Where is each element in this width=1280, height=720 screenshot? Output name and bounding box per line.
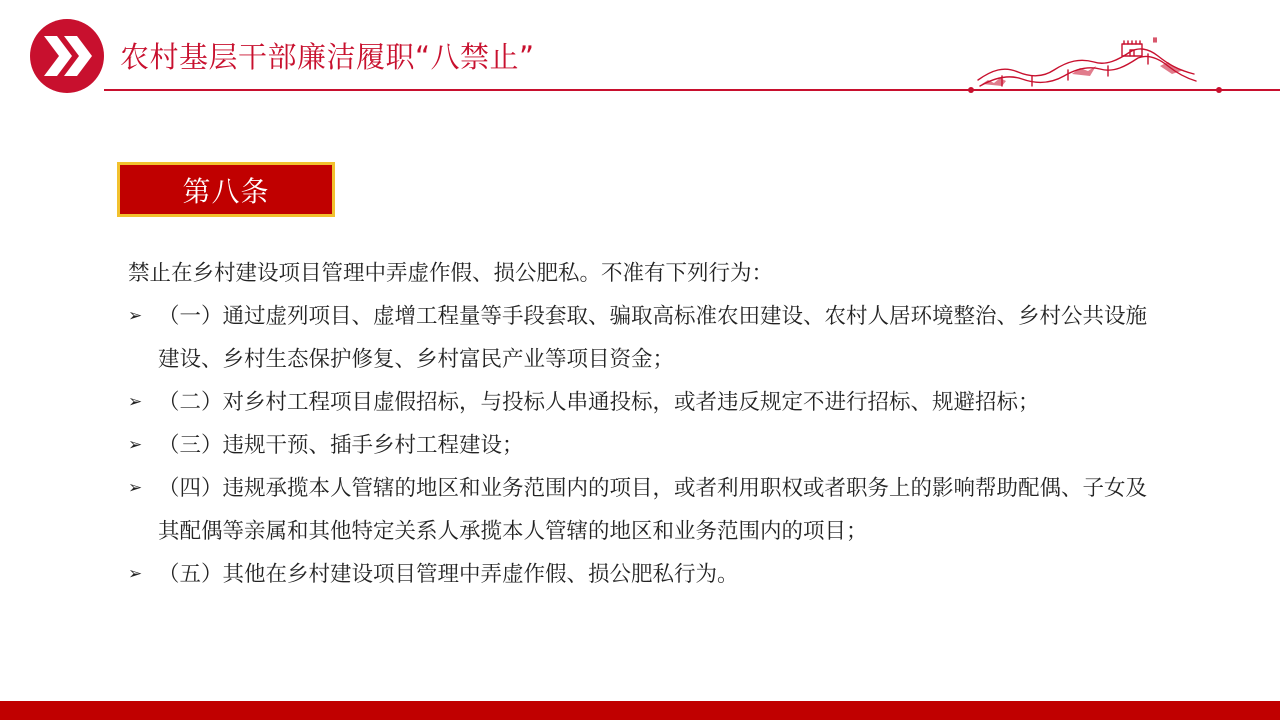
list-item: [128, 381, 1158, 424]
bullet-arrow-icon: ➢: [128, 478, 143, 498]
intro-text: 禁止在乡村建设项目管理中弄虚作假、损公肥私。不准有下列行为：: [128, 261, 774, 286]
list-item-text: （一）通过虚列项目、虚增工程量等手段套取、骗取高标准农田建设、农村人居环境整治、乡村公共设施建设、乡村生态保护修复、乡村富民产业等项目资金；: [158, 304, 1148, 372]
bullet-arrow-icon: ➢: [128, 435, 143, 455]
divider-dot-right: [1216, 87, 1222, 93]
list-item-text: （二）对乡村工程项目虚假招标，与投标人串通投标，或者违反规定不进行招标、规避招标；: [158, 390, 1040, 415]
list-item: [128, 424, 1158, 467]
list-item-text: （五）其他在乡村建设项目管理中弄虚作假、损公肥私行为。: [158, 562, 739, 587]
list-item-text: （四）违规承揽本人管辖的地区和业务范围内的项目，或者利用职权或者职务上的影响帮助配偶、子女及其配偶等亲属和其他特定关系人承揽本人管辖的地区和业务范围内的项目；: [158, 476, 1148, 544]
section-badge: [117, 162, 335, 217]
list-item: [128, 553, 1158, 596]
list-item: [128, 467, 1158, 553]
list-item: [128, 295, 1158, 381]
great-wall-icon: [972, 36, 1200, 92]
article-content: [128, 252, 1158, 596]
logo-badge: [30, 19, 104, 93]
bullet-arrow-icon: ➢: [128, 392, 143, 412]
bullet-arrow-icon: ➢: [128, 564, 143, 584]
list-item-text: （三）违规干预、插手乡村工程建设；: [158, 433, 524, 458]
section-badge-label: 第八条: [182, 174, 270, 208]
footer-bar: [0, 701, 1280, 720]
page-title: 农村基层干部廉洁履职“八禁止”: [120, 40, 535, 74]
bullet-arrow-icon: ➢: [128, 306, 143, 326]
double-chevron-right-icon: [30, 19, 104, 93]
